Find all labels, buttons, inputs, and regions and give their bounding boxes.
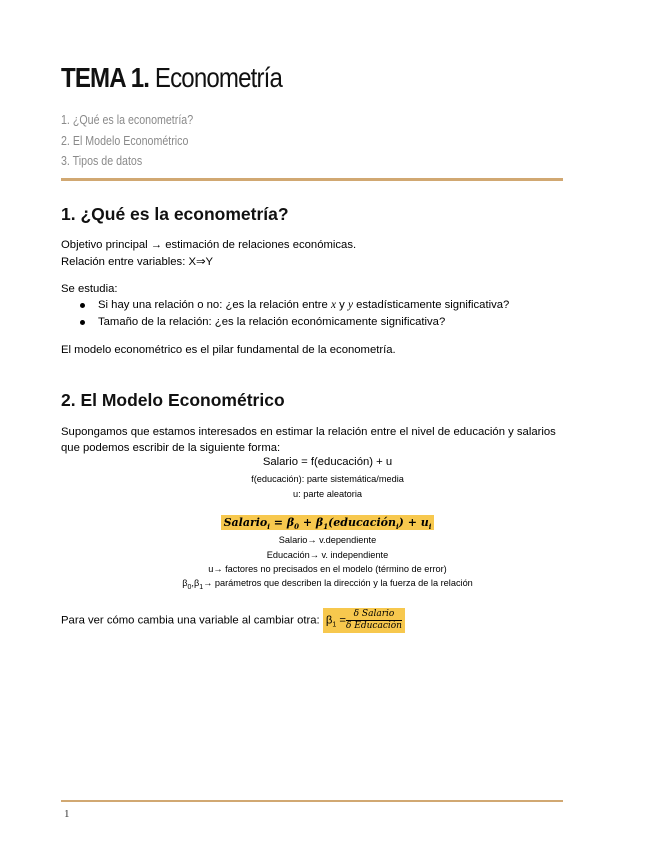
toc-item-2[interactable]: 2. El Modelo Econométrico <box>61 132 189 148</box>
page-title <box>61 62 282 94</box>
se-estudia-text: Se estudia: <box>61 283 118 295</box>
footer-divider <box>61 800 563 802</box>
toc-item-3[interactable]: 3. Tipos de datos <box>61 153 143 168</box>
beta1-derivative-line: Para ver cómo cambia una variable al cambiar otra: $\beta_1$ = $\frac{\text{δ Salario}}{\text{δ Educación}}$ <box>61 608 405 633</box>
bullet-icon <box>80 320 85 325</box>
toc-item-1[interactable]: 1. ¿Qué es la econometría? <box>61 112 194 127</box>
def-salario: Salario→ v.dependiente <box>278 535 377 545</box>
title-rest: Econometría <box>149 62 282 93</box>
derivative-fraction: $\frac{\text{δ Salario}}{\text{δ Educación}}$ <box>346 609 402 631</box>
intro-line-1: Supongamos que estamos interesados en estimar la relación entre el nivel de educación y salarios <box>61 426 556 438</box>
list-item: Tamaño de la relación: ¿es la relación económicamente significativa? <box>61 314 509 331</box>
section-2-heading: 2. El Modelo Econométrico <box>61 390 285 410</box>
pilar-text: El modelo econométrico es el pilar fundamental de la econometría. <box>61 344 396 356</box>
beta1-derivative-highlight: $\beta_1$ = $\frac{\text{δ Salario}}{\text{δ Educación}}$ <box>323 608 405 633</box>
equation-main: Salario = f(educación) + u <box>262 456 393 468</box>
header-divider <box>61 178 563 181</box>
def-betas: $\beta_0,\beta_1\to$ parámetros que describen la dirección y la fuerza de la relación <box>182 578 473 591</box>
list-item: Si hay una relación o no: ¿es la relación entre x y y estadísticamente significativa? <box>61 297 509 314</box>
study-list <box>61 297 509 331</box>
title-bold: TEMA 1. <box>61 62 150 93</box>
intro-line-2: que podemos escribir de la siguiente forma: <box>61 442 281 454</box>
def-u: u→ factores no precisados en el modelo (término de error) <box>208 564 447 574</box>
model-formula-highlight: Salario$_i$ = $\beta_0$ + $\beta_1(educación_i) + u_i$ <box>221 515 435 530</box>
model-formula <box>0 513 655 531</box>
page-number: 1 <box>64 808 70 820</box>
table-of-contents <box>61 110 222 172</box>
bullet-icon <box>80 303 85 308</box>
equation-f-definition: f(educación): parte sistemática/media <box>251 474 404 484</box>
relation-text: Relación entre variables: X⇒Y <box>61 256 214 268</box>
def-educacion: Educación→ v. independiente <box>266 550 389 560</box>
equation-u-definition: u: parte aleatoria <box>293 489 362 499</box>
objective-text: Objetivo principal → estimación de relaciones económicas. <box>61 239 357 251</box>
section-1-heading: 1. ¿Qué es la econometría? <box>61 204 289 224</box>
